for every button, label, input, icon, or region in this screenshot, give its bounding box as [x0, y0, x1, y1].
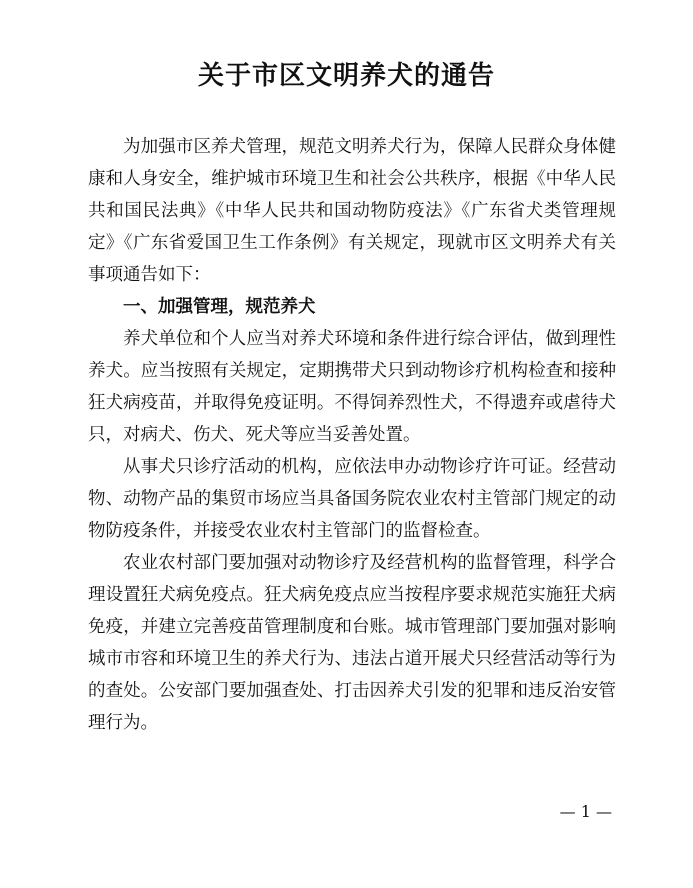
document-title: 关于市区文明养犬的通告	[197, 61, 495, 91]
paragraph-clinic-requirements: 从事犬只诊疗活动的机构，应依法申办动物诊疗许可证。经营动物、动物产品的集贸市场应当具备国务院农业农村主管部门规定的动物防疫条件，并接受农业农村主管部门的监督检查。	[88, 457, 616, 541]
intro-paragraph: 为加强市区养犬管理，规范文明养犬行为，保障人民群众身体健康和人身安全，维护城市环境卫生和社会公共秩序，根据《中华人民共和国民法典》《中华人民共和国动物防疫法》《广东省犬类管理规定》《广东省爱国卫生工作条例》有关规定，现就市区文明养犬有关事项通告如下：	[88, 137, 616, 285]
paragraph-department-duties: 农业农村部门要加强对动物诊疗及经营机构的监督管理，科学合理设置狂犬病免疫点。狂犬病免疫点应当按程序要求规范实施狂犬病免疫，并建立完善疫苗管理制度和台账。城市管理部门要加强对影响城市市容和环境卫生的养犬行为、违法占道开展犬只经营活动等行为的查处。公安部门要加强查处、打击因养犬引发的犯罪和违反治安管理行为。	[88, 553, 616, 733]
section-heading: 一、加强管理，规范养犬	[123, 297, 316, 317]
paragraph-owner-duties: 养犬单位和个人应当对养犬环境和条件进行综合评估，做到理性养犬。应当按照有关规定，定期携带犬只到动物诊疗机构检查和接种狂犬病疫苗，并取得免疫证明。不得饲养烈性犬，不得遗弃或虐待犬只，对病犬、伤犬、死犬等应当妥善处置。	[88, 329, 616, 445]
page-number: — 1 —	[559, 802, 612, 821]
document-body	[88, 131, 616, 739]
